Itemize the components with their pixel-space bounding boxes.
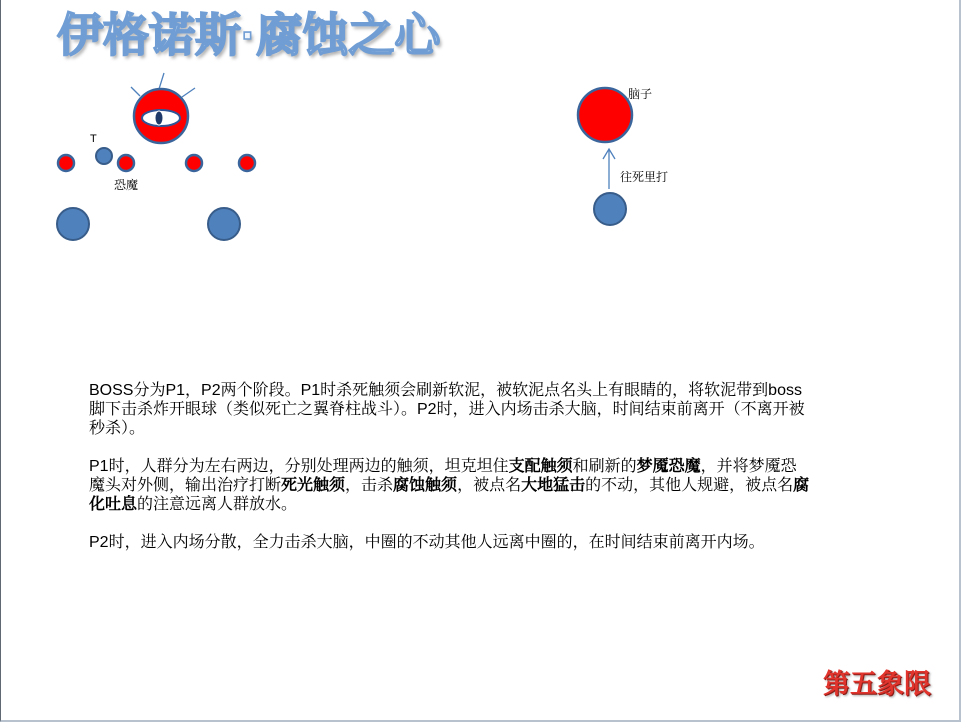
- ability-name: 大地猛击: [521, 477, 586, 494]
- eye-pupil: [155, 111, 163, 125]
- phase2-text: P2时，进入内场分散，全力击杀大脑，中圈的不动其他人远离中圈的，在时间结束前离开内场。: [89, 534, 765, 551]
- slide-title: 伊格诺斯·腐蚀之心: [57, 9, 441, 61]
- raid-group-left: [57, 208, 89, 240]
- phase1-text: ，被点名: [457, 477, 522, 494]
- horror-circle-1: [58, 155, 74, 171]
- horror-label: 恐魔: [114, 178, 139, 192]
- tank-circle: [96, 148, 112, 164]
- raid-group-right: [208, 208, 240, 240]
- paragraph-overview: [89, 381, 811, 438]
- brain-circle: [578, 88, 632, 142]
- brand-logo-text: 第五象限: [823, 669, 931, 699]
- phase1-text: 的不动，其他人规避，被点名: [585, 477, 794, 494]
- horror-circle-4: [239, 155, 255, 171]
- tentacle-line-top: [159, 73, 164, 89]
- tentacle-line-left: [131, 87, 140, 96]
- arrow-label: 往死里打: [620, 170, 669, 184]
- phase2-diagram: [578, 87, 668, 225]
- phase1-diagram: [57, 73, 255, 240]
- overview-text: BOSS分为P1，P2两个阶段。P1时杀死触须会刷新软泥，被软泥点名头上有眼睛的，将软泥带到boss脚下击杀炸开眼球（类似死亡之翼脊柱战斗）。P2时，进入内场击杀大脑，时间结束前离开（不离开被秒杀）。: [89, 382, 805, 437]
- paragraph-phase1: [89, 457, 811, 514]
- arrow-up-icon: [603, 149, 615, 189]
- horror-circle-2: [118, 155, 134, 171]
- phase1-text: 和刷新的: [572, 458, 637, 475]
- tentacle-line-right: [182, 88, 195, 97]
- boss-eye-tentacle: [131, 73, 195, 143]
- phase1-text: ，击杀: [345, 477, 394, 494]
- paragraph-phase2: [89, 533, 811, 552]
- horror-circle-3: [186, 155, 202, 171]
- raid-group-inner: [594, 193, 626, 225]
- phase1-text: 的注意远离人群放水。: [137, 496, 298, 513]
- ability-name: 支配触须: [508, 458, 573, 475]
- brain-label: 脑子: [628, 87, 653, 101]
- phase1-text: P1时，人群分为左右两边，分别处理两边的触须，坦克坦住: [89, 458, 509, 475]
- ability-name: 腐化吐息: [89, 477, 810, 513]
- ability-name: 腐蚀触须: [393, 477, 458, 494]
- strategy-notes: [89, 381, 811, 571]
- ability-name: 死光触须: [281, 477, 346, 494]
- tank-label: T: [90, 133, 97, 145]
- phase1-text: ，并将梦魇恐魔头对外侧，输出治疗打断: [89, 458, 797, 494]
- ability-name: 梦魇恐魔: [636, 458, 701, 475]
